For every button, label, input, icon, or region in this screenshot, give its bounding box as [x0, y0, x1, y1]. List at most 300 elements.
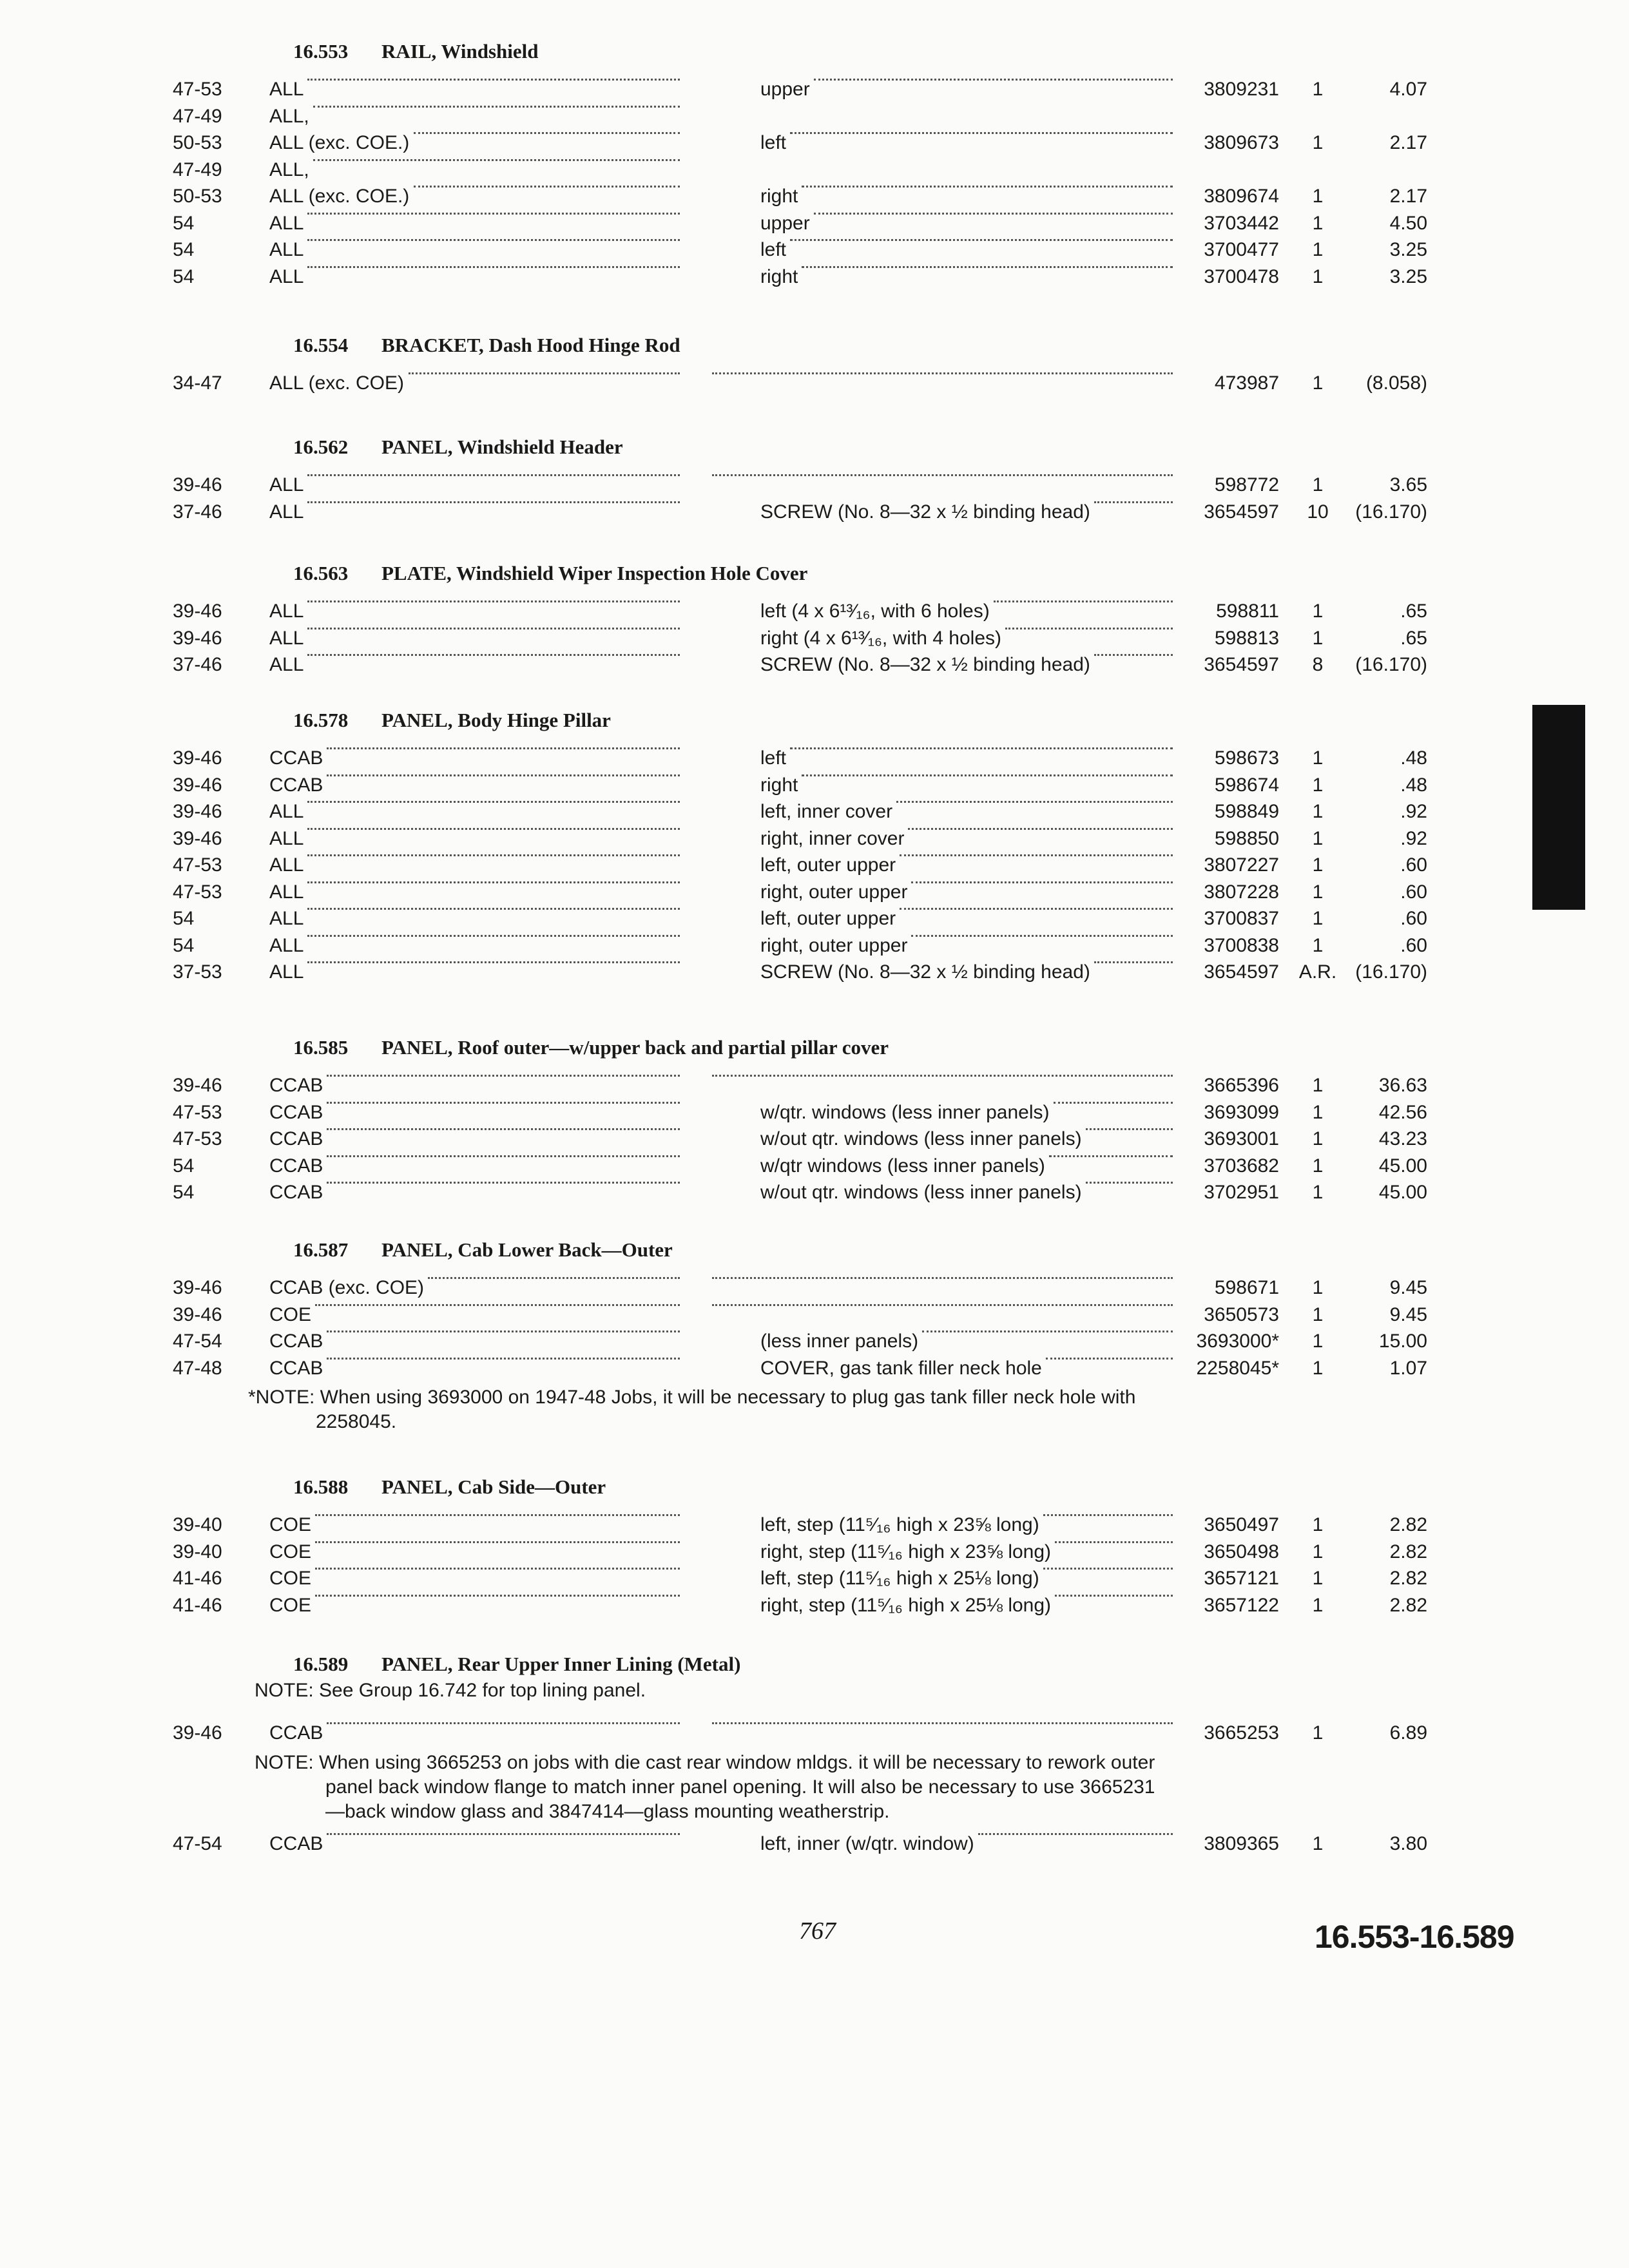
- section-title: PANEL, Roof outer—w/upper back and partial pillar cover: [381, 1036, 889, 1059]
- section-heading: [0, 555, 1629, 590]
- description-leader: [712, 1075, 1173, 1077]
- row-quantity: 1: [1312, 239, 1324, 260]
- row-model: CCAB: [269, 1075, 323, 1096]
- row-description: left, step (11⁵⁄₁₆ high x 25⅛ long): [760, 1568, 1039, 1589]
- row-part-number: 598813: [1214, 627, 1279, 649]
- table-row: [0, 1568, 1629, 1595]
- description-leader: [1055, 1541, 1173, 1543]
- section-pre-note: NOTE: See Group 16.742 for top lining panel.: [255, 1680, 646, 1701]
- row-model: CCAB: [269, 774, 323, 796]
- spacer: [0, 68, 1629, 79]
- description-leader: [814, 79, 1173, 81]
- row-years: 47-53: [173, 1101, 222, 1123]
- row-part-number: 3654597: [1204, 501, 1279, 523]
- row-years: 54: [173, 239, 195, 260]
- row-price: (16.170): [1355, 501, 1427, 523]
- row-model: ALL: [269, 801, 304, 822]
- row-price: 3.25: [1389, 265, 1427, 287]
- table-row: [0, 1833, 1629, 1860]
- row-years: 39-46: [173, 801, 222, 822]
- description-leader: [1046, 1358, 1173, 1360]
- row-years: 54: [173, 212, 195, 234]
- row-years: 54: [173, 934, 195, 956]
- section-title: PLATE, Windshield Wiper Inspection Hole Cover: [381, 562, 808, 584]
- row-model: ALL: [269, 79, 304, 100]
- row-price: 9.45: [1389, 1303, 1427, 1325]
- description-leader: [802, 186, 1173, 187]
- description-leader: [1086, 1128, 1173, 1130]
- model-leader: [307, 908, 680, 910]
- row-model: CCAB: [269, 747, 323, 769]
- spacer: [0, 1712, 1629, 1722]
- model-leader: [315, 1541, 680, 1543]
- row-quantity: 1: [1312, 1514, 1324, 1535]
- description-leader: [712, 1722, 1173, 1724]
- row-years: 37-46: [173, 501, 222, 523]
- table-row: [0, 159, 1629, 186]
- row-model: ALL (exc. COE.): [269, 132, 410, 153]
- description-leader: [994, 601, 1173, 602]
- row-model: ALL: [269, 961, 304, 983]
- row-price: 9.45: [1389, 1277, 1427, 1298]
- row-quantity: 1: [1312, 627, 1324, 649]
- row-description: left: [760, 239, 787, 260]
- row-price: (16.170): [1355, 654, 1427, 675]
- model-leader: [307, 79, 680, 81]
- table-row: [0, 801, 1629, 828]
- row-price: .92: [1400, 801, 1427, 822]
- section-number: 16.553: [293, 40, 349, 62]
- row-part-number: 598850: [1214, 827, 1279, 849]
- description-leader: [1054, 1102, 1173, 1104]
- row-quantity: 1: [1312, 1568, 1324, 1589]
- row-price: .60: [1400, 881, 1427, 903]
- row-years: 54: [173, 1182, 195, 1203]
- row-description: right: [760, 265, 798, 287]
- model-leader: [428, 1277, 680, 1279]
- row-description: right, step (11⁵⁄₁₆ high x 25⅛ long): [760, 1594, 1052, 1616]
- table-row: [0, 1541, 1629, 1568]
- row-model: ALL: [269, 474, 304, 495]
- row-part-number: 3700478: [1204, 265, 1279, 287]
- row-part-number: 3657122: [1204, 1594, 1279, 1616]
- row-price: 45.00: [1378, 1182, 1427, 1203]
- row-quantity: 1: [1312, 474, 1324, 495]
- row-part-number: 598674: [1214, 774, 1279, 796]
- row-price: 4.07: [1389, 79, 1427, 100]
- section-heading: [0, 34, 1629, 68]
- row-model: ALL: [269, 881, 304, 903]
- table-row: [0, 474, 1629, 501]
- row-part-number: 2258045*: [1196, 1357, 1279, 1379]
- row-years: 54: [173, 1155, 195, 1177]
- row-quantity: 1: [1312, 1128, 1324, 1149]
- section-number: 16.587: [293, 1238, 349, 1261]
- row-description: upper: [760, 79, 810, 100]
- row-part-number: 3665253: [1204, 1722, 1279, 1744]
- row-model: ALL: [269, 265, 304, 287]
- description-leader: [1049, 1155, 1173, 1157]
- model-leader: [327, 1358, 680, 1360]
- row-price: .48: [1400, 774, 1427, 796]
- row-model: ALL,: [269, 105, 309, 127]
- row-price: 2.82: [1389, 1568, 1427, 1589]
- table-row: [0, 601, 1629, 628]
- model-leader: [327, 1075, 680, 1077]
- row-part-number: 3700477: [1204, 239, 1279, 260]
- row-part-number: 3665396: [1204, 1075, 1279, 1096]
- table-row: [0, 1514, 1629, 1541]
- row-price: 2.17: [1389, 132, 1427, 153]
- row-model: ALL: [269, 934, 304, 956]
- row-years: 47-53: [173, 854, 222, 876]
- table-row: [0, 747, 1629, 774]
- row-description: COVER, gas tank filler neck hole: [760, 1357, 1042, 1379]
- row-quantity: 1: [1312, 1541, 1324, 1562]
- row-price: 2.82: [1389, 1594, 1427, 1616]
- table-row: [0, 501, 1629, 528]
- model-leader: [327, 1102, 680, 1104]
- row-price: 42.56: [1378, 1101, 1427, 1123]
- row-price: 4.50: [1389, 212, 1427, 234]
- description-leader: [922, 1331, 1173, 1332]
- table-row: [0, 213, 1629, 240]
- table-row: [0, 266, 1629, 293]
- table-row: [0, 79, 1629, 106]
- table-row: [0, 239, 1629, 266]
- section-16-588: [0, 1469, 1629, 1621]
- row-years: 47-54: [173, 1331, 222, 1352]
- row-years: 39-46: [173, 1075, 222, 1096]
- section-16-563: [0, 555, 1629, 681]
- row-model: ALL (exc. COE.): [269, 186, 410, 207]
- description-leader: [896, 801, 1173, 803]
- section-16-553: [0, 34, 1629, 293]
- row-price: 3.80: [1389, 1832, 1427, 1854]
- row-part-number: 3703442: [1204, 212, 1279, 234]
- row-price: .48: [1400, 747, 1427, 769]
- table-row: [0, 372, 1629, 399]
- row-years: 39-46: [173, 601, 222, 622]
- row-part-number: 3654597: [1204, 654, 1279, 675]
- row-model: COE: [269, 1514, 312, 1535]
- model-leader: [307, 801, 680, 803]
- row-model: CCAB: [269, 1128, 323, 1149]
- model-leader: [307, 474, 680, 476]
- section-heading: [0, 429, 1629, 464]
- row-quantity: 1: [1312, 854, 1324, 876]
- row-quantity: 1: [1312, 1101, 1324, 1123]
- row-quantity: 1: [1312, 827, 1324, 849]
- section-16-589: [0, 1646, 1629, 1860]
- description-leader: [1094, 654, 1173, 656]
- row-quantity: 1: [1312, 1594, 1324, 1616]
- row-quantity: 1: [1312, 132, 1324, 153]
- description-leader: [1043, 1514, 1173, 1516]
- row-model: CCAB: [269, 1101, 323, 1123]
- row-years: 34-47: [173, 372, 222, 394]
- row-price: 3.25: [1389, 239, 1427, 260]
- model-leader: [327, 1331, 680, 1332]
- row-quantity: 1: [1312, 1832, 1324, 1854]
- row-model: ALL: [269, 827, 304, 849]
- row-price: 6.89: [1389, 1722, 1427, 1744]
- section-title: PANEL, Body Hinge Pillar: [381, 709, 611, 731]
- row-years: 41-46: [173, 1594, 222, 1616]
- section-16-587: [0, 1232, 1629, 1434]
- row-years: 47-48: [173, 1357, 222, 1379]
- description-leader: [712, 474, 1173, 476]
- description-leader: [911, 881, 1173, 883]
- row-part-number: 3809673: [1204, 132, 1279, 153]
- row-years: 47-53: [173, 79, 222, 100]
- description-leader: [790, 239, 1173, 241]
- row-part-number: 3809365: [1204, 1832, 1279, 1854]
- table-row: [0, 854, 1629, 881]
- description-leader: [908, 828, 1173, 830]
- row-quantity: 1: [1312, 1155, 1324, 1177]
- page-number: 767: [799, 1917, 836, 1945]
- row-quantity: 1: [1312, 372, 1324, 394]
- row-part-number: 3809674: [1204, 186, 1279, 207]
- table-row: [0, 1304, 1629, 1331]
- model-leader: [307, 828, 680, 830]
- description-leader: [1055, 1595, 1173, 1597]
- row-part-number: 598811: [1216, 601, 1279, 622]
- row-part-number: 3700838: [1204, 934, 1279, 956]
- description-leader: [1094, 501, 1173, 503]
- model-leader: [315, 1304, 680, 1306]
- row-description: right: [760, 774, 798, 796]
- spacer: [0, 362, 1629, 372]
- row-quantity: A.R.: [1298, 961, 1337, 983]
- model-leader: [327, 774, 680, 776]
- row-model: CCAB: [269, 1357, 323, 1379]
- row-years: 37-46: [173, 654, 222, 675]
- model-leader: [307, 628, 680, 629]
- row-quantity: 1: [1312, 212, 1324, 234]
- description-leader: [802, 266, 1173, 268]
- row-price: .60: [1400, 854, 1427, 876]
- row-quantity: 1: [1312, 601, 1324, 622]
- spacer: [0, 590, 1629, 601]
- section-note: *NOTE: When using 3693000 on 1947-48 Jobs, it will be necessary to plug gas tank filler neck hole with 2258045.: [248, 1387, 1136, 1432]
- row-model: ALL: [269, 627, 304, 649]
- description-leader: [712, 1277, 1173, 1279]
- row-description: w/out qtr. windows (less inner panels): [760, 1128, 1082, 1149]
- table-row: [0, 1128, 1629, 1155]
- row-years: 39-40: [173, 1541, 222, 1562]
- row-part-number: 598772: [1214, 474, 1279, 495]
- row-price: 15.00: [1378, 1331, 1427, 1352]
- row-years: 54: [173, 908, 195, 929]
- row-model: ALL: [269, 601, 304, 622]
- section-number: 16.562: [293, 436, 349, 458]
- row-years: 39-46: [173, 1277, 222, 1298]
- section-heading: [0, 327, 1629, 362]
- row-description: right, outer upper: [760, 934, 908, 956]
- table-row: [0, 1182, 1629, 1209]
- row-years: 47-53: [173, 1128, 222, 1149]
- row-model: CCAB (exc. COE): [269, 1277, 425, 1298]
- section-title: BRACKET, Dash Hood Hinge Rod: [381, 334, 680, 356]
- row-price: .92: [1400, 827, 1427, 849]
- model-leader: [327, 1722, 680, 1724]
- row-part-number: 3693099: [1204, 1101, 1279, 1123]
- section-note: NOTE: When using 3665253 on jobs with die cast rear window mldgs. it will be necessary to rework outer panel back window flange to match inner panel opening. It will also be necessary to use 3665231—back window glass and 3847414—glass mounting weatherstrip.: [255, 1751, 1155, 1822]
- row-years: 39-46: [173, 827, 222, 849]
- section-heading: [0, 702, 1629, 737]
- row-description: right (4 x 6¹³⁄₁₆, with 4 holes): [760, 627, 1002, 649]
- row-model: CCAB: [269, 1182, 323, 1203]
- row-part-number: 3703682: [1204, 1155, 1279, 1177]
- row-description: left: [760, 132, 787, 153]
- section-16-554: [0, 327, 1629, 399]
- row-years: 54: [173, 265, 195, 287]
- thumb-index-tab: [1532, 705, 1585, 910]
- row-price: .60: [1400, 934, 1427, 956]
- description-leader: [911, 935, 1173, 937]
- section-16-578: [0, 702, 1629, 988]
- row-quantity: 1: [1312, 908, 1324, 929]
- row-quantity: 1: [1312, 1357, 1324, 1379]
- model-leader: [327, 1833, 680, 1835]
- row-years: 39-46: [173, 1303, 222, 1325]
- row-quantity: 1: [1312, 881, 1324, 903]
- row-price: .60: [1400, 908, 1427, 929]
- row-years: 50-53: [173, 132, 222, 153]
- row-part-number: 3693001: [1204, 1128, 1279, 1149]
- row-description: right, step (11⁵⁄₁₆ high x 23⅝ long): [760, 1541, 1052, 1562]
- row-description: SCREW (No. 8—32 x ½ binding head): [760, 501, 1090, 523]
- row-quantity: 1: [1312, 774, 1324, 796]
- row-model: ALL (exc. COE): [269, 372, 404, 394]
- row-quantity: 1: [1312, 265, 1324, 287]
- row-part-number: 3650573: [1204, 1303, 1279, 1325]
- model-leader: [327, 747, 680, 749]
- table-row: [0, 654, 1629, 681]
- model-leader: [414, 132, 680, 134]
- row-model: ALL: [269, 854, 304, 876]
- section-number: 16.589: [293, 1653, 349, 1675]
- section-title: PANEL, Windshield Header: [381, 436, 623, 458]
- description-leader: [1043, 1568, 1173, 1570]
- row-price: .65: [1400, 601, 1427, 622]
- spacer: [0, 1267, 1629, 1277]
- table-row: [0, 1277, 1629, 1304]
- row-years: 47-49: [173, 105, 222, 127]
- model-leader: [307, 213, 680, 215]
- row-quantity: 1: [1312, 1277, 1324, 1298]
- model-leader: [327, 1155, 680, 1157]
- row-quantity: 1: [1312, 186, 1324, 207]
- row-description: right: [760, 186, 798, 207]
- row-description: left, inner cover: [760, 801, 893, 822]
- table-row: [0, 628, 1629, 655]
- row-description: upper: [760, 212, 810, 234]
- row-model: ALL: [269, 239, 304, 260]
- section-16-585: [0, 1030, 1629, 1209]
- description-leader: [712, 372, 1173, 374]
- description-leader: [900, 908, 1173, 910]
- row-quantity: 1: [1312, 934, 1324, 956]
- description-leader: [1005, 628, 1173, 629]
- section-number: 16.554: [293, 334, 349, 356]
- row-years: 47-49: [173, 159, 222, 180]
- row-part-number: 3809231: [1204, 79, 1279, 100]
- row-part-number: 3654597: [1204, 961, 1279, 983]
- row-quantity: 1: [1312, 1331, 1324, 1352]
- row-description: left, outer upper: [760, 854, 896, 876]
- model-leader: [313, 106, 680, 108]
- description-leader: [1086, 1182, 1173, 1184]
- section-title: PANEL, Rear Upper Inner Lining (Metal): [381, 1653, 741, 1675]
- section-title: RAIL, Windshield: [381, 40, 539, 62]
- model-leader: [315, 1595, 680, 1597]
- row-description: left, step (11⁵⁄₁₆ high x 23⅝ long): [760, 1514, 1039, 1535]
- row-model: CCAB: [269, 1155, 323, 1177]
- row-price: (8.058): [1365, 372, 1427, 394]
- row-description: w/qtr. windows (less inner panels): [760, 1101, 1050, 1123]
- table-row: [0, 961, 1629, 988]
- row-part-number: 473987: [1214, 372, 1279, 394]
- model-leader: [414, 186, 680, 187]
- row-part-number: 3807228: [1204, 881, 1279, 903]
- row-quantity: 1: [1312, 1182, 1324, 1203]
- model-leader: [307, 881, 680, 883]
- row-part-number: 598671: [1214, 1277, 1279, 1298]
- table-row: [0, 186, 1629, 213]
- table-row: [0, 1595, 1629, 1622]
- section-number: 16.563: [293, 562, 349, 584]
- description-leader: [814, 213, 1173, 215]
- row-model: ALL: [269, 501, 304, 523]
- description-leader: [1094, 961, 1173, 963]
- model-leader: [307, 654, 680, 656]
- row-description: SCREW (No. 8—32 x ½ binding head): [760, 961, 1090, 983]
- section-heading: [0, 1030, 1629, 1064]
- description-leader: [712, 1304, 1173, 1306]
- row-years: 39-46: [173, 774, 222, 796]
- model-leader: [307, 961, 680, 963]
- section-number: 16.588: [293, 1475, 349, 1498]
- row-model: COE: [269, 1541, 312, 1562]
- row-years: 47-53: [173, 881, 222, 903]
- row-model: CCAB: [269, 1832, 323, 1854]
- table-row: [0, 1358, 1629, 1385]
- table-row: [0, 1075, 1629, 1102]
- model-leader: [313, 159, 680, 161]
- row-description: left, inner (w/qtr. window): [760, 1832, 974, 1854]
- model-leader: [409, 372, 680, 374]
- row-years: 37-53: [173, 961, 222, 983]
- model-leader: [307, 854, 680, 856]
- row-description: left: [760, 747, 787, 769]
- spacer: [0, 737, 1629, 747]
- row-part-number: 3702951: [1204, 1182, 1279, 1203]
- model-leader: [315, 1514, 680, 1516]
- row-model: ALL,: [269, 159, 309, 180]
- table-row: [0, 774, 1629, 802]
- row-price: .65: [1400, 627, 1427, 649]
- row-model: COE: [269, 1303, 312, 1325]
- row-description: w/qtr windows (less inner panels): [760, 1155, 1045, 1177]
- spacer: [0, 464, 1629, 474]
- spacer: [0, 1504, 1629, 1514]
- row-model: ALL: [269, 212, 304, 234]
- model-leader: [315, 1568, 680, 1570]
- table-row: [0, 132, 1629, 159]
